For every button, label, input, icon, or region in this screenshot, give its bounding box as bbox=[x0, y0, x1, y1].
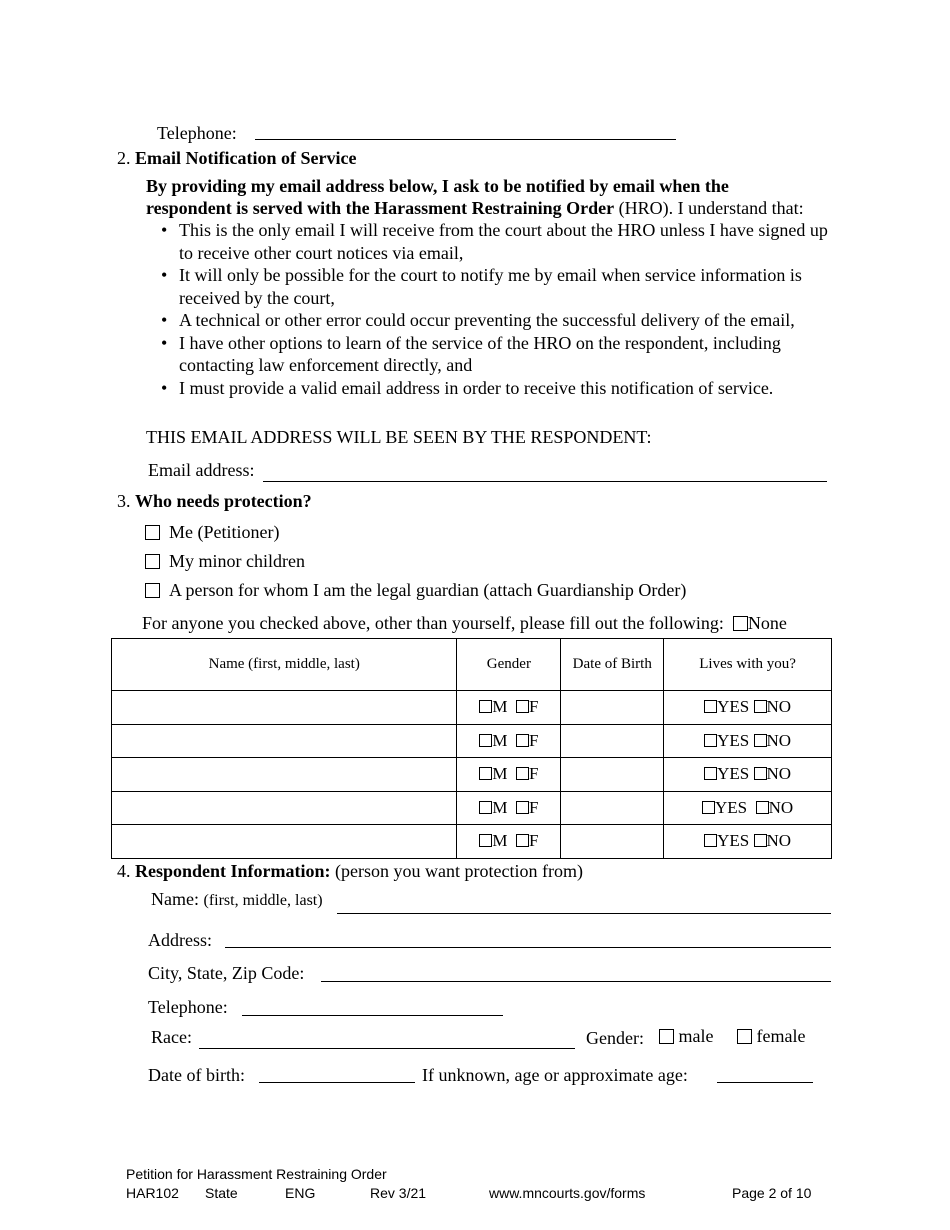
checkbox[interactable] bbox=[754, 734, 767, 747]
gender-male-option[interactable]: male bbox=[659, 1026, 713, 1047]
email-address-field[interactable] bbox=[263, 481, 827, 482]
respondent-age-label: If unknown, age or approximate age: bbox=[422, 1065, 688, 1085]
name-cell[interactable] bbox=[112, 791, 457, 825]
checkbox[interactable] bbox=[516, 700, 529, 713]
name-cell[interactable] bbox=[112, 758, 457, 792]
checkbox[interactable] bbox=[516, 834, 529, 847]
gender-cell: M F bbox=[457, 791, 561, 825]
dob-cell[interactable] bbox=[561, 724, 664, 758]
petitioner-telephone-field[interactable] bbox=[255, 139, 676, 140]
email-warning: THIS EMAIL ADDRESS WILL BE SEEN BY THE RESPONDENT: bbox=[146, 427, 652, 447]
option-petitioner[interactable]: Me (Petitioner) bbox=[145, 522, 279, 543]
checkbox[interactable] bbox=[702, 801, 715, 814]
dob-cell[interactable] bbox=[561, 825, 664, 859]
name-cell[interactable] bbox=[112, 825, 457, 859]
section-4-heading: 4. Respondent Information: (person you want protection from) bbox=[117, 861, 583, 881]
checkbox[interactable] bbox=[659, 1029, 674, 1044]
column-header-name: Name (first, middle, last) bbox=[112, 639, 457, 691]
lives-with-cell: YES NO bbox=[664, 791, 832, 825]
dob-cell[interactable] bbox=[561, 691, 664, 725]
checkbox[interactable] bbox=[704, 834, 717, 847]
lives-with-cell: YES NO bbox=[664, 825, 832, 859]
petitioner-telephone-label: Telephone: bbox=[157, 123, 237, 143]
name-cell[interactable] bbox=[112, 691, 457, 725]
respondent-dob-label: Date of birth: bbox=[148, 1065, 245, 1085]
table-row bbox=[112, 724, 832, 758]
footer-form-title: Petition for Harassment Restraining Order bbox=[126, 1166, 387, 1182]
checkbox[interactable] bbox=[479, 767, 492, 780]
lives-with-cell: YES NO bbox=[664, 758, 832, 792]
respondent-address-field[interactable] bbox=[225, 947, 831, 948]
gender-female-option[interactable]: female bbox=[737, 1026, 805, 1047]
column-header-dob: Date of Birth bbox=[561, 639, 664, 691]
list-item: • I must provide a valid email address in order to receive this notification of service. bbox=[161, 377, 774, 398]
list-item: • I have other options to learn of the service of the HRO on the respondent, including contacting law enforcement directly, and bbox=[161, 332, 781, 375]
checkbox[interactable] bbox=[479, 734, 492, 747]
respondent-age-field[interactable] bbox=[717, 1082, 813, 1083]
respondent-city-field[interactable] bbox=[321, 981, 831, 982]
lives-with-cell: YES NO bbox=[664, 691, 832, 725]
email-conditions-list bbox=[158, 219, 838, 399]
option-legal-guardian[interactable]: A person for whom I am the legal guardian (attach Guardianship Order) bbox=[145, 580, 686, 601]
respondent-telephone-label: Telephone: bbox=[148, 997, 228, 1017]
dob-cell[interactable] bbox=[561, 791, 664, 825]
checkbox[interactable] bbox=[754, 700, 767, 713]
checkbox[interactable] bbox=[479, 801, 492, 814]
checkbox[interactable] bbox=[516, 734, 529, 747]
respondent-name-field[interactable] bbox=[337, 913, 831, 914]
gender-cell: M F bbox=[457, 724, 561, 758]
checkbox[interactable] bbox=[704, 734, 717, 747]
table-row bbox=[112, 691, 832, 725]
checkbox[interactable] bbox=[516, 801, 529, 814]
respondent-name-label: Name: (first, middle, last) bbox=[151, 889, 323, 909]
checkbox[interactable] bbox=[516, 767, 529, 780]
column-header-gender: Gender bbox=[457, 639, 561, 691]
respondent-gender-label: Gender: bbox=[586, 1028, 644, 1048]
checkbox[interactable] bbox=[479, 834, 492, 847]
list-item: • This is the only email I will receive from the court about the HRO unless I have signed up to receive other court notices via email, bbox=[161, 220, 828, 263]
respondent-race-field[interactable] bbox=[199, 1048, 575, 1049]
gender-cell: M F bbox=[457, 825, 561, 859]
list-item: • It will only be possible for the court to notify me by email when service information is received by the court, bbox=[161, 265, 802, 308]
footer-language: ENG bbox=[285, 1185, 316, 1201]
list-item: • A technical or other error could occur preventing the successful delivery of the email, bbox=[161, 310, 795, 330]
option-minor-children[interactable]: My minor children bbox=[145, 551, 305, 572]
email-intro-line-1: By providing my email address below, I ask to be notified by email when the bbox=[146, 176, 729, 196]
respondent-telephone-field[interactable] bbox=[242, 1015, 503, 1016]
protected-persons-instruction: For anyone you checked above, other than yourself, please fill out the following: None bbox=[142, 613, 787, 633]
none-checkbox[interactable] bbox=[733, 616, 748, 631]
section-2-heading: 2. Email Notification of Service bbox=[117, 148, 357, 168]
checkbox[interactable] bbox=[754, 834, 767, 847]
email-intro-line-2: respondent is served with the Harassment Restraining Order (HRO). I understand that: bbox=[146, 198, 804, 218]
checkbox[interactable] bbox=[145, 525, 160, 540]
respondent-address-label: Address: bbox=[148, 930, 212, 950]
name-cell[interactable] bbox=[112, 724, 457, 758]
footer-jurisdiction: State bbox=[205, 1185, 238, 1201]
protected-persons-table bbox=[111, 638, 832, 859]
email-address-label: Email address: bbox=[148, 460, 255, 480]
table-row bbox=[112, 791, 832, 825]
respondent-dob-field[interactable] bbox=[259, 1082, 415, 1083]
checkbox[interactable] bbox=[479, 700, 492, 713]
checkbox[interactable] bbox=[704, 700, 717, 713]
footer-form-code: HAR102 bbox=[126, 1185, 179, 1201]
table-row bbox=[112, 825, 832, 859]
column-header-lives-with: Lives with you? bbox=[664, 639, 832, 691]
lives-with-cell: YES NO bbox=[664, 724, 832, 758]
footer-url[interactable]: www.mncourts.gov/forms bbox=[489, 1185, 646, 1201]
section-3-heading: 3. Who needs protection? bbox=[117, 491, 312, 511]
gender-cell: M F bbox=[457, 758, 561, 792]
table-row bbox=[112, 758, 832, 792]
checkbox[interactable] bbox=[145, 554, 160, 569]
respondent-city-label: City, State, Zip Code: bbox=[148, 963, 305, 983]
checkbox[interactable] bbox=[145, 583, 160, 598]
footer-page-number: Page 2 of 10 bbox=[732, 1185, 812, 1201]
footer-revision: Rev 3/21 bbox=[370, 1185, 427, 1201]
checkbox[interactable] bbox=[704, 767, 717, 780]
gender-cell: M F bbox=[457, 691, 561, 725]
checkbox[interactable] bbox=[754, 767, 767, 780]
none-label: None bbox=[747, 613, 787, 633]
respondent-race-label: Race: bbox=[151, 1027, 192, 1047]
checkbox[interactable] bbox=[756, 801, 769, 814]
checkbox[interactable] bbox=[737, 1029, 752, 1044]
dob-cell[interactable] bbox=[561, 758, 664, 792]
